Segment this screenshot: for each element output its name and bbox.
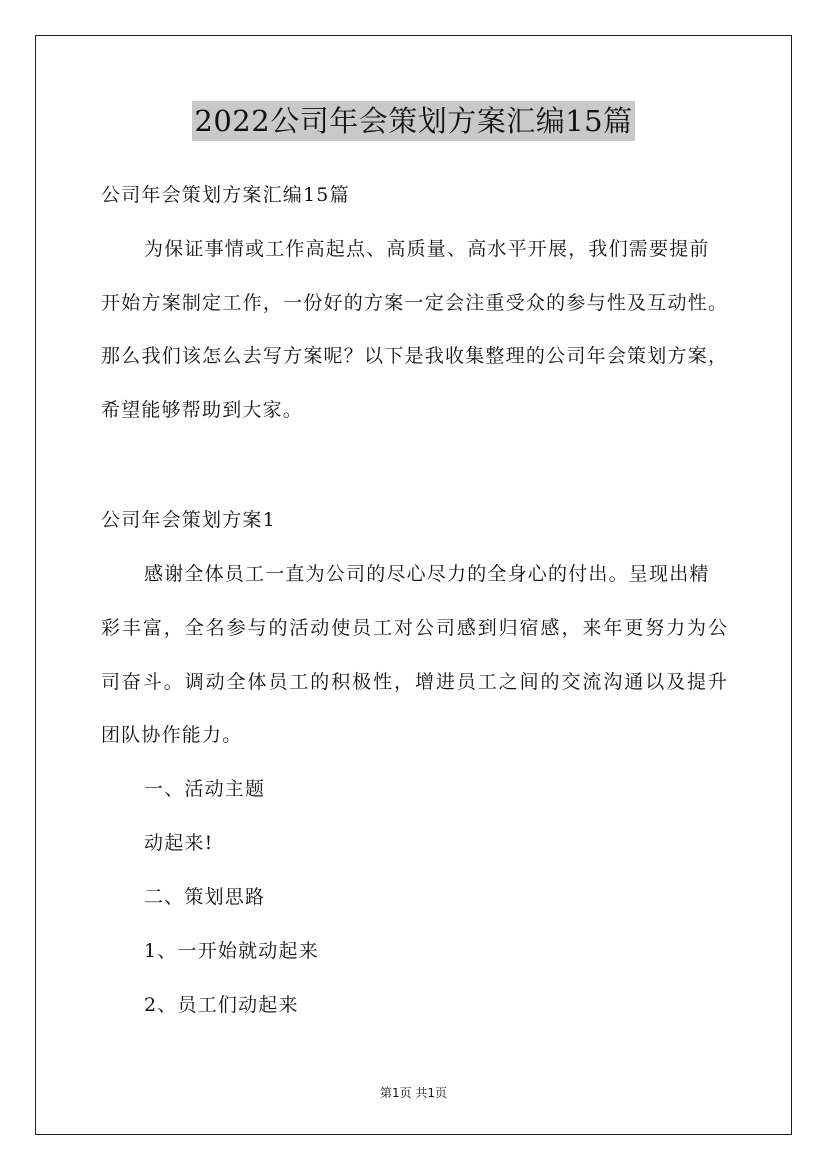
title-container [0, 101, 827, 141]
document-title: 2022公司年会策划方案汇编15篇 [192, 101, 634, 141]
idea-item-2: 2、员工们动起来 [144, 994, 299, 1016]
document-subtitle: 公司年会策划方案汇编15篇 [101, 184, 350, 206]
intro-line-3: 那么我们该怎么去写方案呢？以下是我收集整理的公司年会策划方案， [101, 345, 727, 367]
page-number-label: 第1页 共1页 [379, 1086, 448, 1100]
section1-line-2: 彩丰富，全名参与的活动使员工对公司感到归宿感，来年更努力为公 [101, 617, 727, 639]
page-footer [0, 1085, 827, 1101]
section1-heading: 公司年会策划方案1 [101, 509, 276, 531]
section1-line-4: 团队协作能力。 [101, 724, 243, 746]
idea-item-1: 1、一开始就动起来 [144, 940, 319, 962]
section1-line-3: 司奋斗。调动全体员工的积极性，增进员工之间的交流沟通以及提升 [101, 671, 727, 693]
idea-heading: 二、策划思路 [144, 886, 266, 908]
intro-line-4: 希望能够帮助到大家。 [101, 399, 304, 421]
intro-line-1: 为保证事情或工作高起点、高质量、高水平开展，我们需要提前 [144, 238, 710, 260]
theme-heading: 一、活动主题 [144, 778, 266, 800]
theme-value: 动起来! [144, 832, 214, 854]
intro-line-2: 开始方案制定工作，一份好的方案一定会注重受众的参与性及互动性。 [101, 292, 727, 314]
section1-line-1: 感谢全体员工一直为公司的尽心尽力的全身心的付出。呈现出精 [144, 563, 710, 585]
